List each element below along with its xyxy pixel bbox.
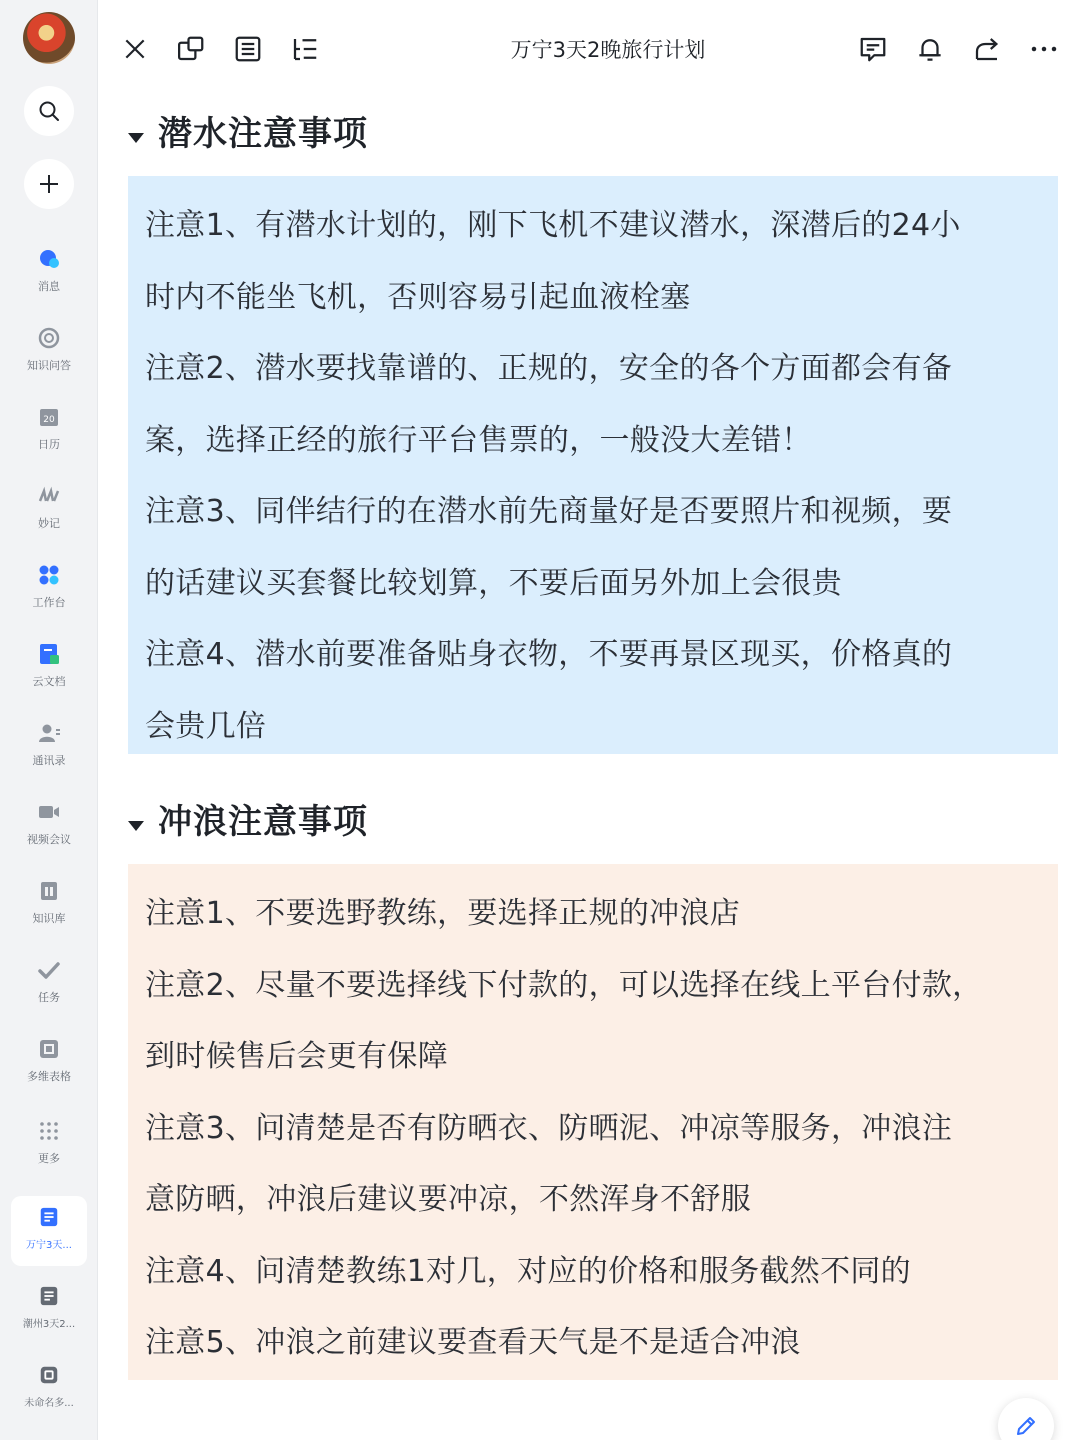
sidebar-item-label: 任务 (38, 991, 60, 1004)
share-icon (972, 34, 1002, 64)
plus-icon (37, 172, 61, 196)
more-horizontal-icon (1029, 34, 1059, 64)
open-doc-label: 潮州3天2... (22, 1319, 76, 1330)
notifications-button[interactable] (911, 30, 949, 68)
outline-button[interactable] (229, 30, 267, 68)
sidebar-item-label: 更多 (38, 1152, 60, 1165)
close-icon (122, 36, 148, 62)
heading-text: 潜水注意事项 (158, 114, 368, 154)
callout-line: 到时候售后会更有保障 (145, 1039, 448, 1074)
open-doc-label: 万宁3天... (26, 1240, 72, 1251)
document-outline-icon (233, 34, 263, 64)
svg-text:20: 20 (43, 415, 55, 425)
open-doc-label: 未命名多... (24, 1398, 74, 1409)
sidebar-item-label: 通讯录 (32, 754, 66, 767)
task-icon (36, 957, 62, 983)
sidebar-item-minutes[interactable] (0, 475, 98, 545)
sidebar-item-base[interactable] (0, 1028, 98, 1098)
knowledge-qa-icon (36, 325, 62, 351)
callout-line: 注意1、不要选野教练，要选择正规的冲浪店 (145, 896, 741, 931)
sidebar-item-wiki[interactable] (0, 870, 98, 940)
contacts-icon (36, 720, 62, 746)
edit-button[interactable] (998, 1398, 1054, 1440)
cloud-docs-icon (36, 641, 62, 667)
section-heading-diving[interactable] (128, 106, 368, 155)
table-of-contents-icon (290, 34, 320, 64)
callout-line: 会贵几倍 (145, 708, 267, 744)
base-icon (36, 1362, 62, 1388)
sidebar-item-contacts[interactable] (0, 712, 98, 782)
workplace-icon (36, 562, 62, 588)
directory-button[interactable] (286, 30, 324, 68)
bell-icon (915, 34, 945, 64)
search-icon (37, 99, 61, 123)
callout-line: 案，选择正经的旅行平台售票的，一般没大差错！ (145, 422, 812, 458)
callout-line: 注意4、潜水前要准备贴身衣物，不要再景区现买，价格真的 (145, 637, 953, 672)
sidebar-item-calendar[interactable] (0, 396, 98, 466)
sidebar-item-task[interactable] (0, 949, 98, 1019)
open-doc-wanning[interactable] (11, 1196, 87, 1266)
sidebar-item-label: 多维表格 (27, 1070, 71, 1083)
callout-line: 注意3、问清楚是否有防晒衣、防晒泥、冲凉等服务，冲浪注 (145, 1110, 953, 1146)
sidebar-item-video-meeting[interactable] (0, 791, 98, 861)
sidebar-item-knowledge-qa[interactable] (0, 317, 98, 387)
callout-line: 注意4、问清楚教练1对几，对应的价格和服务截然不同的 (145, 1253, 911, 1289)
sidebar (0, 0, 98, 1440)
section-heading-surfing[interactable] (128, 794, 368, 843)
callout-line: 意防晒，冲浪后建议要冲凉，不然浑身不舒服 (145, 1182, 751, 1217)
share-button[interactable] (968, 30, 1006, 68)
new-window-icon (176, 34, 206, 64)
video-meeting-icon (36, 799, 62, 825)
new-window-button[interactable] (172, 30, 210, 68)
sidebar-item-cloud-docs[interactable] (0, 633, 98, 703)
callout-line: 时内不能坐飞机，否则容易引起血液栓塞 (145, 279, 691, 315)
more-grid-icon (36, 1118, 62, 1144)
document-icon (36, 1204, 62, 1230)
sidebar-item-more[interactable] (0, 1110, 98, 1180)
sidebar-item-label: 知识库 (32, 912, 66, 925)
comment-icon (858, 34, 888, 64)
sidebar-item-messages[interactable] (0, 238, 98, 308)
sidebar-item-label: 工作台 (32, 596, 66, 609)
comments-button[interactable] (854, 30, 892, 68)
create-button[interactable] (24, 159, 74, 209)
sidebar-item-label: 云文档 (32, 675, 66, 688)
sidebar-item-label: 消息 (38, 280, 60, 293)
base-icon (36, 1036, 62, 1062)
collapse-caret-icon[interactable] (128, 821, 144, 831)
collapse-caret-icon[interactable] (128, 133, 144, 143)
open-doc-chaozhou[interactable] (0, 1275, 98, 1345)
document-icon (36, 1283, 62, 1309)
heading-text: 冲浪注意事项 (158, 802, 368, 842)
callout-line: 注意3、同伴结行的在潜水前先商量好是否要照片和视频，要 (145, 494, 953, 529)
message-icon (36, 246, 62, 272)
callout-line: 注意1、有潜水计划的，刚下飞机不建议潜水，深潜后的24小 (145, 208, 961, 243)
calendar-icon (36, 404, 62, 430)
callout-surfing (128, 864, 1058, 1380)
search-button[interactable] (24, 86, 74, 136)
sidebar-item-label: 知识问答 (27, 359, 71, 372)
document-title: 万宁3天2晚旅行计划 (510, 38, 706, 62)
sidebar-item-workplace[interactable] (0, 554, 98, 624)
minutes-icon (36, 483, 62, 509)
callout-line: 注意2、潜水要找靠谱的、正规的，安全的各个方面都会有备 (145, 351, 953, 386)
callout-line: 注意5、冲浪之前建议要查看天气是不是适合冲浪 (145, 1325, 801, 1360)
wiki-icon (36, 878, 62, 904)
callout-line: 的话建议买套餐比较划算，不要后面另外加上会很贵 (145, 565, 842, 601)
open-doc-untitled[interactable] (0, 1354, 98, 1424)
pencil-icon (1014, 1414, 1038, 1438)
more-options-button[interactable] (1025, 30, 1063, 68)
top-bar (98, 0, 1080, 98)
sidebar-item-label: 视频会议 (27, 833, 71, 846)
avatar[interactable] (23, 12, 75, 64)
callout-diving (128, 176, 1058, 754)
close-button[interactable] (116, 30, 154, 68)
sidebar-item-label: 日历 (38, 438, 60, 451)
sidebar-item-label: 妙记 (38, 517, 60, 530)
callout-line: 注意2、尽量不要选择线下付款的，可以选择在线上平台付款， (145, 967, 983, 1003)
